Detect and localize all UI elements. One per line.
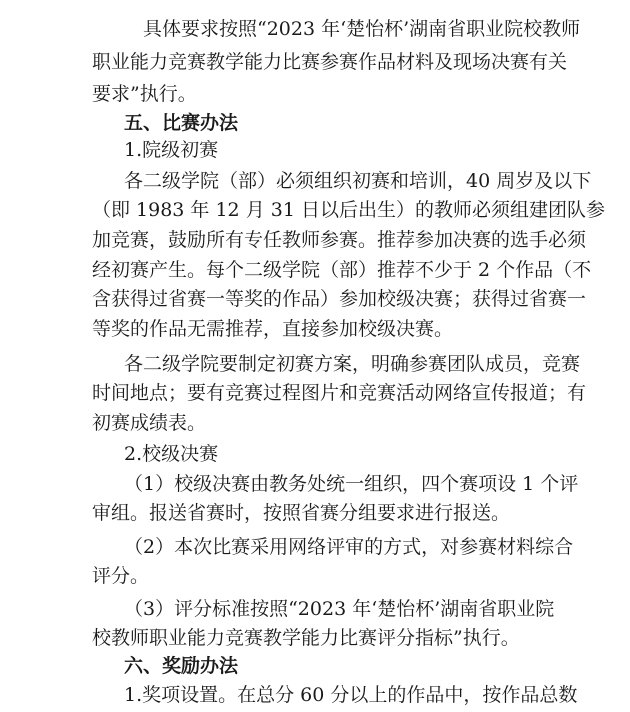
heading-text: 五、比赛办法 bbox=[124, 112, 239, 134]
line-text: 含获得过省赛一等奖的作品）参加校级决赛；获得过省赛一 bbox=[92, 288, 587, 310]
paragraph-line bbox=[0, 47, 630, 77]
line-text: 校教师职业能力竞赛教学能力比赛评分指标”执行。 bbox=[92, 627, 520, 649]
paragraph-line bbox=[0, 255, 630, 285]
paragraph-line bbox=[0, 498, 630, 528]
paragraph-line bbox=[0, 378, 630, 408]
paragraph-line bbox=[0, 79, 630, 109]
line-text: 1.奖项设置。在总分 60 分以上的作品中，按作品总数 bbox=[124, 684, 578, 706]
paragraph-line bbox=[0, 314, 630, 344]
paragraph-line bbox=[0, 408, 630, 438]
line-text: （1）校级决赛由教务处统一组织，四个赛项设 1 个评 bbox=[124, 473, 579, 495]
paragraph-line bbox=[0, 166, 630, 196]
line-text: 经初赛产生。每个二级学院（部）推荐不少于 2 个作品（不 bbox=[92, 259, 592, 281]
paragraph-line bbox=[0, 623, 630, 653]
line-text: 各二级学院（部）必须组织初赛和培训，40 周岁及以下 bbox=[124, 170, 592, 192]
subsection-heading bbox=[0, 135, 630, 165]
paragraph-line bbox=[0, 349, 630, 379]
subheading-text: 2.校级决赛 bbox=[124, 443, 219, 465]
section-heading bbox=[0, 108, 630, 138]
section-heading bbox=[0, 651, 630, 681]
paragraph-line bbox=[0, 469, 630, 499]
paragraph-line bbox=[0, 561, 630, 591]
paragraph-line bbox=[0, 225, 630, 255]
line-text: 时间地点；要有竞赛过程图片和竞赛活动网络宣传报道；有 bbox=[92, 382, 587, 404]
paragraph-line bbox=[0, 594, 630, 624]
paragraph-line bbox=[0, 680, 630, 710]
line-text: 初赛成绩表。 bbox=[92, 412, 207, 434]
line-text: 各二级学院要制定初赛方案，明确参赛团队成员，竞赛 bbox=[124, 353, 581, 375]
line-text: 职业能力竞赛教学能力比赛参赛作品材料及现场决赛有关 bbox=[92, 51, 568, 73]
line-text: （2）本次比赛采用网络评审的方式，对参赛材料综合 bbox=[124, 536, 574, 558]
line-text: （3）评分标准按照“2023 年‘楚怡杯’湖南省职业院 bbox=[124, 598, 555, 620]
line-text: 审组。报送省赛时，按照省赛分组要求进行报送。 bbox=[92, 502, 511, 524]
line-text: 具体要求按照“2023 年‘楚怡杯’湖南省职业院校教师 bbox=[143, 18, 581, 40]
line-text: 评分。 bbox=[92, 565, 150, 587]
heading-text: 六、奖励办法 bbox=[124, 655, 239, 677]
line-text: 要求”执行。 bbox=[92, 83, 197, 105]
line-text: （即 1983 年 12 月 31 日以后出生）的教师必须组建团队参 bbox=[92, 199, 605, 221]
line-text: 加竞赛，鼓励所有专任教师参赛。推荐参加决赛的选手必须 bbox=[92, 229, 587, 251]
subsection-heading bbox=[0, 439, 630, 469]
paragraph-line bbox=[0, 284, 630, 314]
line-text: 等奖的作品无需推荐，直接参加校级决赛。 bbox=[92, 318, 454, 340]
paragraph-line bbox=[0, 14, 630, 44]
paragraph-line bbox=[0, 532, 630, 562]
subheading-text: 1.院级初赛 bbox=[124, 139, 219, 161]
paragraph-line bbox=[0, 195, 630, 225]
